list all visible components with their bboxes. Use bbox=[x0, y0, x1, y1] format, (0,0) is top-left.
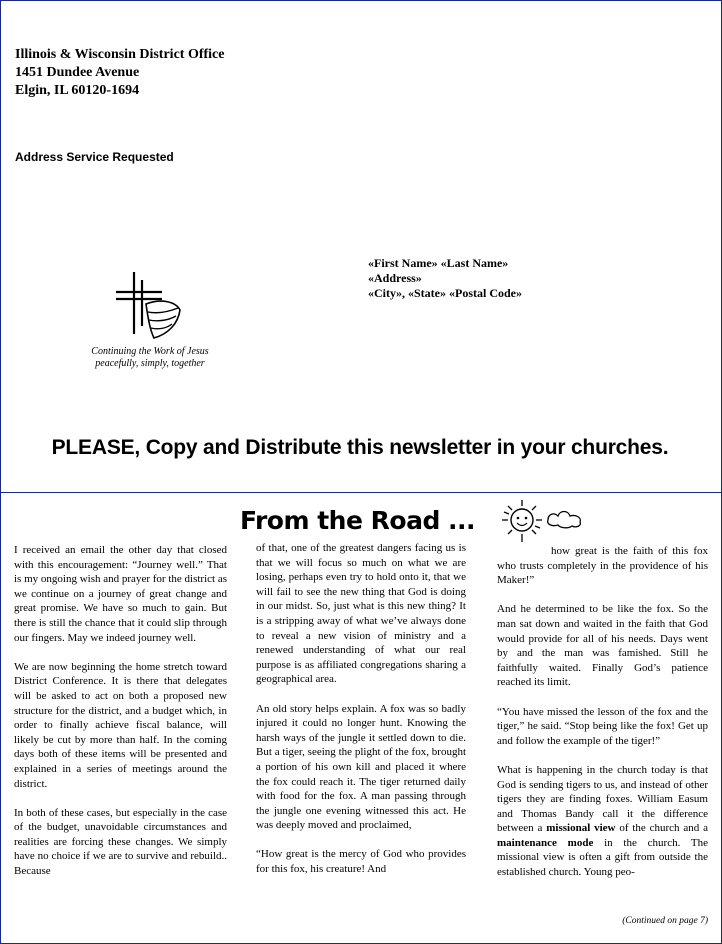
bold-term: maintenance mode bbox=[497, 836, 594, 849]
paragraph: “You have missed the lesson of the fox and the tiger,” he said. “Stop being like the fox! Get up and follow the example of the tiger!” bbox=[497, 705, 708, 747]
tagline-line: Continuing the Work of Jesus bbox=[91, 346, 209, 357]
paragraph: how great is the faith of this fox who trusts completely in the providence of his Maker!” bbox=[497, 545, 708, 587]
return-address bbox=[15, 46, 224, 100]
tagline-line: peacefully, simply, together bbox=[95, 358, 205, 369]
recipient-line: «Address» bbox=[368, 271, 422, 285]
logo-tagline bbox=[60, 346, 240, 370]
article-column-2 bbox=[256, 541, 466, 891]
distribution-notice: PLEASE, Copy and Distribute this newsletter in your churches. bbox=[51, 436, 669, 459]
return-address-line: Illinois & Wisconsin District Office bbox=[15, 47, 225, 62]
recipient-line: «City», «State» «Postal Code» bbox=[368, 286, 522, 300]
paragraph-text: What is happening in the church today is that God is sending tigers to us, and instead of other tigers they are finding foxes. William Easum and Thomas Bandy call it the difference between a bbox=[497, 763, 708, 835]
paragraph: I received an email the other day that closed with this encouragement: “Journey well.” That is my ongoing wish and prayer for the district as we continue on a journey of great change and great promise. We have so much to gain. But there is still the chance that it could slip through our fingers. May we indeed journey well. bbox=[14, 544, 227, 644]
article-headline: From the Road ... bbox=[240, 506, 476, 535]
paragraph: of that, one of the greatest dangers facing us is that we will focus so much on what we are losing, perhaps even try to hold onto it, that we will fail to see the new thing that God is doing in our midst. So, just what is this new thing? It is a stripping away of what we’ve always done to reveal a new vision of ministry and a renewed understanding of what our real purpose is as affiliated congregations sharing a geographical area. bbox=[256, 542, 466, 686]
return-address-line: 1451 Dundee Avenue bbox=[15, 65, 140, 80]
recipient-line: «First Name» «Last Name» bbox=[368, 256, 509, 270]
return-address-line: Elgin, IL 60120-1694 bbox=[15, 83, 140, 98]
article-column-3 bbox=[497, 544, 708, 894]
section-divider bbox=[1, 492, 721, 493]
recipient-address bbox=[368, 256, 522, 301]
paragraph: “How great is the mercy of God who provides for this fox, his creature! And bbox=[256, 848, 466, 876]
cross-logo-icon bbox=[112, 268, 184, 342]
paragraph bbox=[497, 763, 708, 880]
paragraph: We are now beginning the home stretch toward District Conference. It is there that delegates will be asked to act on both a proposed new structure for the district, and a budget which, in order to finally achieve fiscal balance, will likely be cut by more than half. In the coming days both of these items will be presented and explained in a series of meetings around the district. bbox=[14, 660, 227, 790]
paragraph-text: in the church. The missional view is often a gift from outside the established church. Young peo- bbox=[497, 836, 709, 879]
continued-note: (Continued on page 7) bbox=[622, 916, 708, 926]
address-service-requested: Address Service Requested bbox=[15, 150, 174, 164]
paragraph: In both of these cases, but especially in the case of the budget, unavoidable circumstances and realities are forcing these changes. We simply have no choice if we are to survive and rebuild.. Because bbox=[14, 806, 227, 878]
paragraph: An old story helps explain. A fox was so badly injured it could no longer hunt. Knowing the harsh ways of the jungle it settled down to die. But a tiger, seeing the plight of the fox, brought a portion of his own kill and placed it where the fox could reach it. The tiger returned daily with food for the fox. A man passing through the jungle one evening witnessed this act. He was deeply moved and proclaimed, bbox=[256, 702, 466, 832]
paragraph: And he determined to be like the fox. So the man sat down and waited in the faith that God would provide for all of his needs. Days went by and the man was famished. Still he faithfully waited. Finally God’s patience reached its limit. bbox=[497, 603, 708, 689]
paragraph-text: of the church and a bbox=[615, 822, 709, 835]
bold-term: missional view bbox=[546, 822, 616, 835]
article-column-1 bbox=[14, 543, 227, 893]
